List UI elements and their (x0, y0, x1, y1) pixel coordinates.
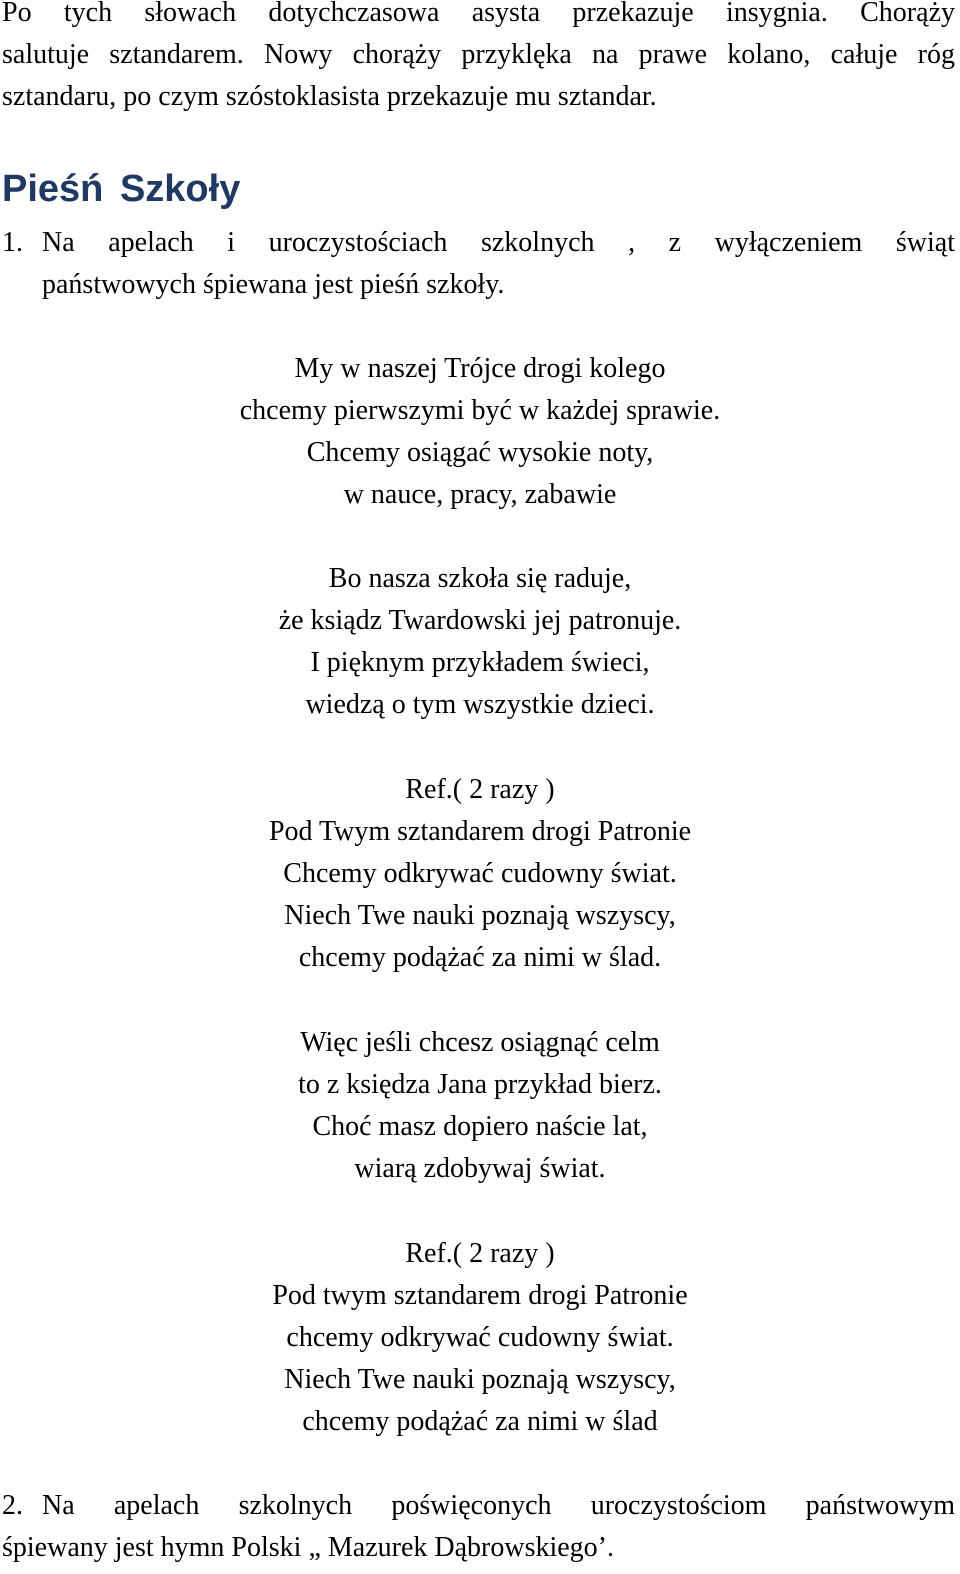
intro-line: Po tych słowach dotychczasowa asysta przekazuje insygnia. Chorąży (2, 0, 955, 28)
intro-line: salutuje sztandarem. Nowy chorąży przyklęka na prawe kolano, całuje róg (2, 39, 955, 70)
intro-paragraph (2, 0, 955, 118)
verse-line: Niech Twe nauki poznają wszyscy, (284, 1364, 676, 1395)
section-title: Pieśń Szkoły (2, 168, 241, 210)
verse-line: wiedzą o tym wszystkie dzieci. (305, 689, 655, 720)
item-line: Na apelach szkolnych poświęconych uroczystościom państwowym (42, 1490, 955, 1521)
verse-line: chcemy podążać za nimi w ślad. (298, 942, 662, 973)
verse-line: I pięknym przykładem świeci, (310, 647, 650, 678)
song-refrain-2 (0, 1233, 960, 1443)
verse-line: chcemy podążać za nimi w ślad (302, 1406, 658, 1437)
verse-line: Pod twym sztandarem drogi Patronie (272, 1280, 688, 1311)
verse-line: Bo nasza szkoła się raduje, (328, 563, 632, 594)
item-number: 1. (2, 227, 23, 258)
verse-line: Chcemy osiągać wysokie noty, (306, 437, 654, 468)
verse-line: Niech Twe nauki poznają wszyscy, (284, 900, 676, 931)
verse-line: wiarą zdobywaj świat. (354, 1153, 606, 1184)
item-line: śpiewany jest hymn Polski „ Mazurek Dąbrowskiego’. (2, 1532, 614, 1563)
item-line: Na apelach i uroczystościach szkolnych , z wyłączeniem świąt (42, 227, 955, 258)
verse-line: My w naszej Trójce drogi kolego (294, 353, 666, 384)
item-number: 2. (2, 1490, 23, 1521)
song-stanza-1 (0, 348, 960, 516)
refrain-label: Ref.( 2 razy ) (405, 774, 555, 805)
song-refrain-1 (0, 769, 960, 979)
refrain-label: Ref.( 2 razy ) (405, 1238, 555, 1269)
song-stanza-3 (0, 1022, 960, 1190)
numbered-item-2 (2, 1485, 955, 1569)
song-stanza-2 (0, 558, 960, 726)
verse-line: Więc jeśli chcesz osiągnąć celm (300, 1027, 660, 1058)
verse-line: chcemy pierwszymi być w każdej sprawie. (239, 395, 721, 426)
verse-line: to z księdza Jana przykład bierz. (298, 1069, 662, 1100)
numbered-item-1 (2, 222, 955, 306)
verse-line: w nauce, pracy, zabawie (343, 479, 617, 510)
verse-line: Chcemy odkrywać cudowny świat. (283, 858, 677, 889)
verse-line: Pod Twym sztandarem drogi Patronie (268, 816, 692, 847)
verse-line: że ksiądz Twardowski jej patronuje. (278, 605, 682, 636)
intro-line: sztandaru, po czym szóstoklasista przekazuje mu sztandar. (2, 81, 657, 112)
verse-line: chcemy odkrywać cudowny świat. (286, 1322, 674, 1353)
verse-line: Choć masz dopiero naście lat, (312, 1111, 648, 1142)
item-line: państwowych śpiewana jest pieśń szkoły. (42, 269, 505, 300)
